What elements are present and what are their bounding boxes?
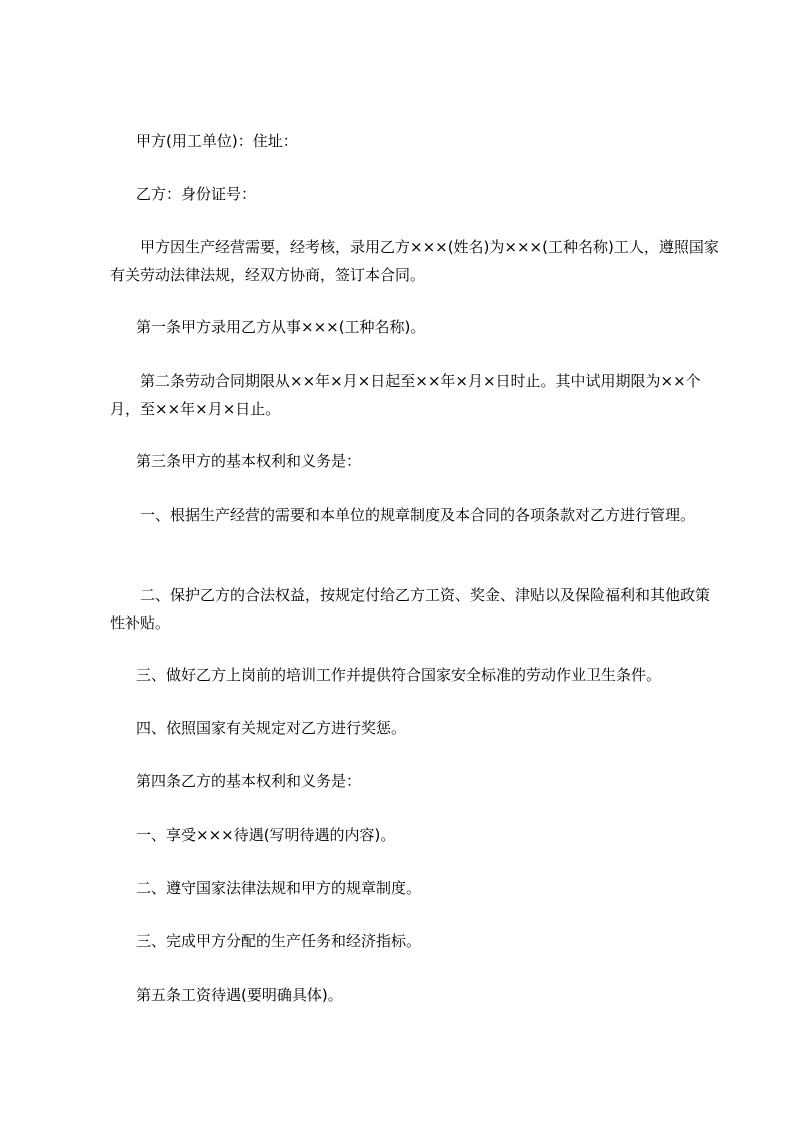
article-2: 第二条劳动合同期限从××年×月×日起至××年×月×日时止。其中试用期限为××个月，至××年×月×日止。 [110, 372, 701, 418]
article-3-item-1: 一、根据生产经营的需要和本单位的规章制度及本合同的各项条款对乙方进行管理。 [140, 506, 696, 524]
article-3-heading: 第三条甲方的基本权利和义务是： [136, 452, 362, 470]
party-a-line: 甲方(用工单位)：住址： [136, 132, 298, 150]
party-b-line: 乙方：身份证号： [136, 185, 257, 203]
article-4-item-1: 一、享受×××待遇(写明待遇的内容)。 [136, 826, 396, 844]
article-1: 第一条甲方录用乙方从事×××(工种名称)。 [136, 318, 426, 336]
article-4-item-3: 三、完成甲方分配的生产任务和经济指标。 [136, 932, 422, 950]
article-3-item-3: 三、做好乙方上岗前的培训工作并提供符合国家安全标准的劳动作业卫生条件。 [136, 666, 662, 684]
preamble-paragraph: 甲方因生产经营需要，经考核，录用乙方×××(姓名)为×××(工种名称)工人，遵照国家有关劳动法律法规，经双方协商，签订本合同。 [110, 238, 719, 284]
article-5: 第五条工资待遇(要明确具体)。 [136, 986, 343, 1004]
article-3-item-2: 二、保护乙方的合法权益，按规定付给乙方工资、奖金、津贴以及保险福利和其他政策性补贴。 [110, 586, 711, 632]
article-4-item-2: 二、遵守国家法律法规和甲方的规章制度。 [136, 879, 422, 897]
article-3-item-4: 四、依照国家有关规定对乙方进行奖惩。 [136, 719, 407, 737]
article-4-heading: 第四条乙方的基本权利和义务是： [136, 772, 362, 790]
